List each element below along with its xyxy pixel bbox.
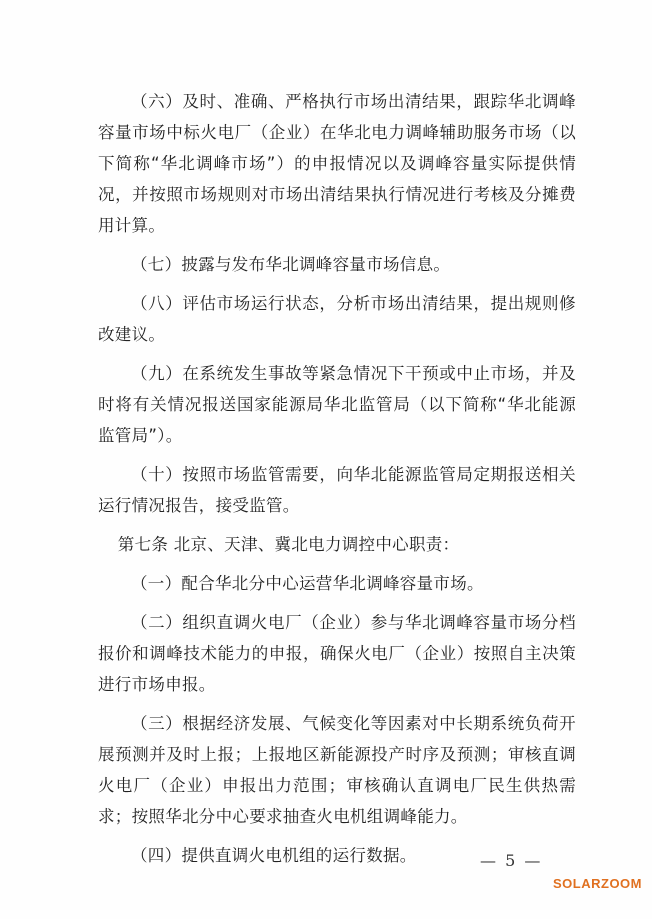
page-number: — 5 — (480, 851, 543, 870)
paragraph-item-9: （九）在系统发生事故等紧急情况下干预或中止市场，并及时将有关情况报送国家能源局华北监管局（以下简称“华北能源监管局”）。 (98, 364, 576, 445)
article-7-heading: 第七条 北京、天津、冀北电力调控中心职责： (117, 535, 460, 554)
paragraph-item-6: （六）及时、准确、严格执行市场出清结果，跟踪华北调峰容量市场中标火电厂（企业）在华北电力调峰辅助服务市场（以下简称“华北调峰市场”）的申报情况以及调峰容量实际提供情况，并按照市场规则对市场出清结果执行情况进行考核及分摊费用计算。 (98, 92, 576, 235)
paragraph-item-7: （七）披露与发布华北调峰容量市场信息。 (131, 255, 451, 274)
paragraph-item-10: （十）按照市场监管需要，向华北能源监管局定期报送相关运行情况报告，接受监管。 (98, 465, 576, 515)
paragraph-item-8: （八）评估市场运行状态，分析市场出清结果，提出规则修改建议。 (98, 294, 576, 344)
paragraph-duty-2: （二）组织直调火电厂（企业）参与华北调峰容量市场分档报价和调峰技术能力的申报，确保火电厂（企业）按照自主决策进行市场申报。 (98, 613, 576, 694)
paragraph-duty-3: （三）根据经济发展、气候变化等因素对中长期系统负荷开展预测并及时上报；上报地区新能源投产时序及预测；审核直调火电厂（企业）申报出力范围；审核确认直调电厂民生供热需求；按照华北分中心要求抽查火电机组调峰能力。 (98, 714, 576, 826)
document-body (98, 86, 576, 879)
paragraph-duty-1: （一）配合华北分中心运营华北调峰容量市场。 (131, 574, 484, 593)
watermark-logo: SOLARZOOM (553, 876, 642, 891)
paragraph-duty-4: （四）提供直调火电机组的运行数据。 (131, 846, 417, 865)
